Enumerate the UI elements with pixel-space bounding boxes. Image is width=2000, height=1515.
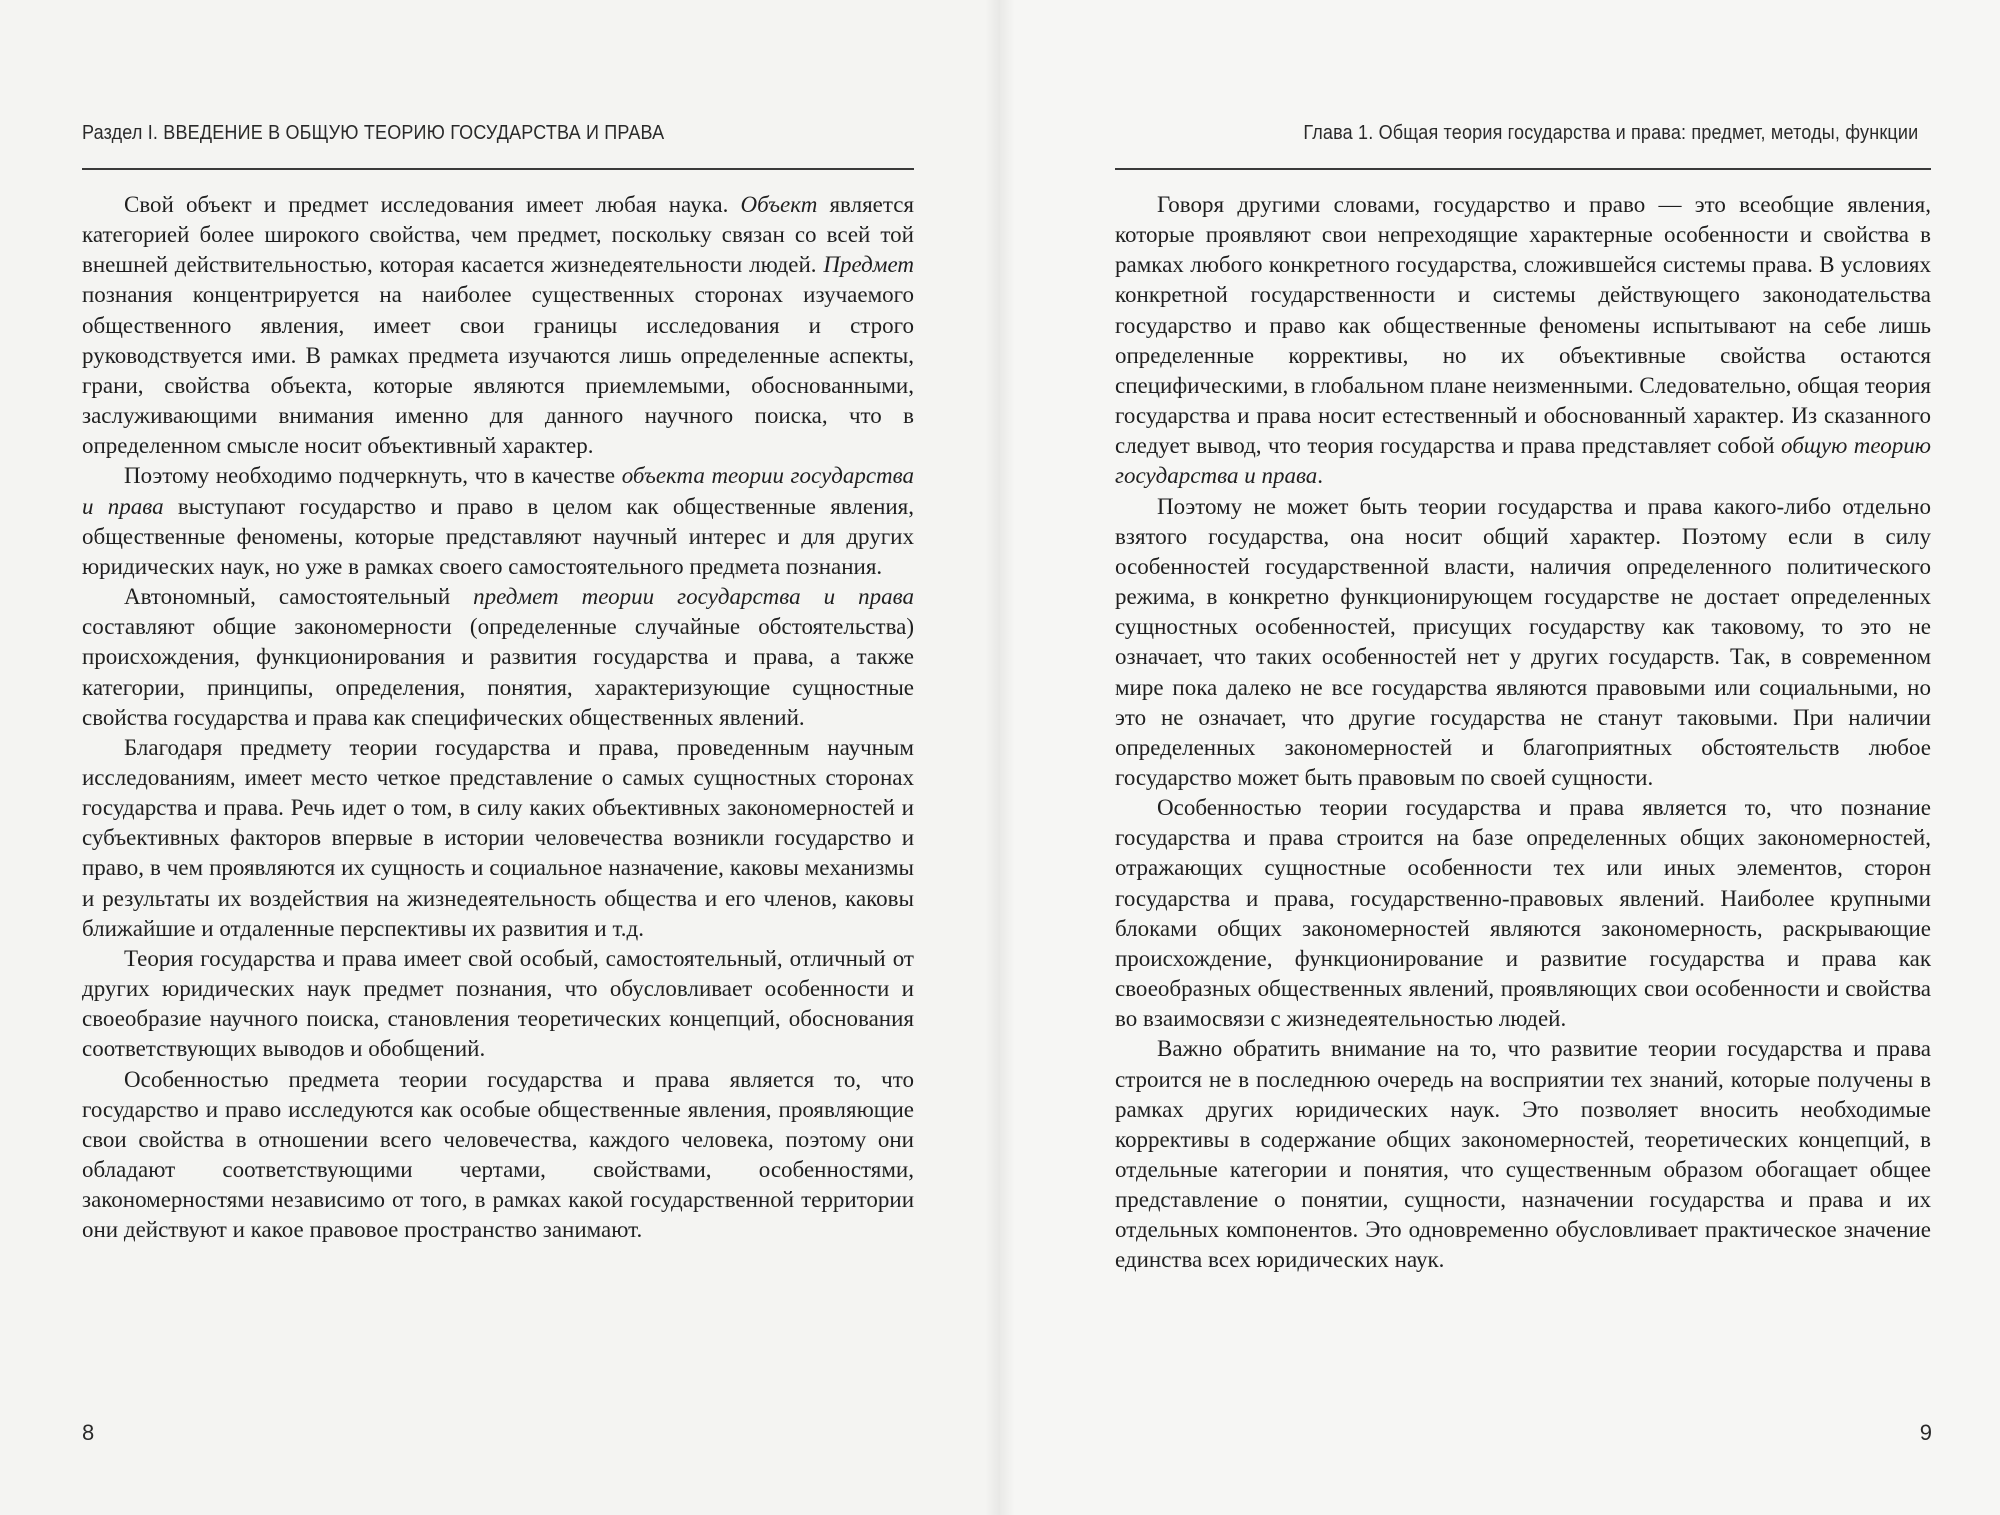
paragraph: [82, 1065, 914, 1246]
paragraph: [82, 190, 914, 461]
paragraph: [1115, 190, 1931, 492]
emphasized-term: Объект: [740, 192, 818, 217]
text-run: Особенностью предмета теории государства и права является то, что государство и право исследуются как особые общественные явления, проявляющие свои свойства в отношении всего человечества, каждого человека, поэтому они обладают соответствующими чертами, свойствами, особенностями, закономерностями независимо от того, в рамках какой государственной территории они действуют и какое правовое пространство занимают.: [82, 1066, 914, 1243]
paragraph: [1115, 793, 1931, 1034]
header-rule-right: [1115, 168, 1931, 170]
header-rule-left: [82, 168, 914, 170]
paragraph: [1115, 492, 1931, 794]
emphasized-term: Предмет: [823, 252, 914, 278]
text-run: Теория государства и права имеет свой особый, самостоятельный, отличный от других юридических наук предмет познания, что обусловливает особенности и своеобразие научного поиска, становления теоретических концепций, обоснования соответствующих выводов и обобщений.: [82, 945, 914, 1062]
emphasized-term: предмет теории государства и права: [473, 584, 914, 610]
text-run: является категорией более широкого свойства, чем предмет, поскольку связан со всей той внешней действительностью, которая касается жизнедеятельности людей.: [82, 192, 914, 278]
page-number-left: 8: [82, 1420, 95, 1445]
text-run: Благодаря предмету теории государства и права, проведенным научным исследованиям, имеет место четкое представление о самых сущностных сторонах государства и права. Речь идет о том, в силу каких объективных закономерностей и субъективных факторов впервые в истории человечества возникли государство и право, в чем проявляются их сущность и социальное назначение, каковы механизмы и результаты их воздействия на жизнедеятельность общества и его членов, каковы ближайшие и отдаленные перспективы их развития и т.д.: [82, 734, 914, 941]
text-run: Важно обратить внимание на то, что развитие теории государства и права строится не в последнюю очередь на восприятии тех знаний, которые получены в рамках других юридических наук. Это позволяет вносить необходимые коррективы в содержание общих закономерностей, теоретических концепций, в отдельные категории и понятия, что существенным образом обогащает общее представление о понятии, сущности, назначении государства и права и их отдельных компонентов. Это одновременно обусловливает практическое значение единства всех юридических наук.: [1115, 1036, 1931, 1273]
paragraph: [82, 733, 914, 944]
paragraph: [82, 582, 914, 733]
text-run: выступают государство и право в целом как общественные явления, общественные феномены, которые представляют научный интерес и для других юридических наук, но уже в рамках своего самостоятельного предмета познания.: [82, 493, 915, 579]
text-run: Говоря другими словами, государство и право — это всеобщие явления, которые проявляют свои непреходящие характерные особенности и свойства в рамках любого конкретного государства, сложившейся системы права. В условиях конкретной государственности и системы действующего законодательства государство и право как общественные феномены испытывают на себе лишь определенные коррективы, но их объективные свойства остаются специфическими, в глобальном плане неизменными. Следовательно, общая теория государства и права носит естественный и обоснованный характер. Из сказанного следует вывод, что теория государства и права представляет собой: [1115, 192, 1931, 459]
text-run: Поэтому не может быть теории государства и права какого-либо отдельно взятого государства, она носит общий характер. Поэтому если в силу особенностей государственной власти, наличия определенного политического режима, в конкретно функционирующем государстве не достает определенных сущностных особенностей, присущих государству как таковому, то это не означает, что таких особенностей нет у других государств. Так, в современном мире пока далеко не все государства являются правовыми или социальными, но это не означает, что другие государства не станут таковыми. При наличии определенных закономерностей и благоприятных обстоятельств любое государство может быть правовым по своей сущности.: [1115, 493, 1931, 790]
paragraph: [82, 944, 914, 1065]
running-header-left: Раздел I. ВВЕДЕНИЕ В ОБЩУЮ ТЕОРИЮ ГОСУДАРСТВА И ПРАВА: [82, 122, 665, 144]
body-text-right: [1115, 190, 1931, 1276]
text-run: .: [1317, 463, 1324, 489]
text-run: познания концентрируется на наиболее существенных сторонах изучаемого общественного явления, имеет свои границы исследования и строго руководствуется ими. В рамках предмета изучаются лишь определенные аспекты, грани, свойства объекта, которые являются приемлемыми, обоснованными, заслуживающими внимания именно для данного научного поиска, что в определенном смысле носит объективный характер.: [82, 282, 914, 459]
emphasized-term: объекта теории государства и права: [82, 463, 914, 519]
paragraph: [1115, 1034, 1931, 1275]
text-run: Свой объект и предмет исследования имеет любая наука.: [124, 192, 741, 217]
text-run: Автономный, самостоятельный: [124, 584, 474, 610]
right-page: [1000, 0, 2000, 1515]
page-number-right: 9: [1919, 1420, 1932, 1445]
text-run: Поэтому необходимо подчеркнуть, что в качестве: [124, 463, 622, 489]
text-run: составляют общие закономерности (определенные случайные обстоятельства) происхождения, функционирования и развития государства и права, а также категории, принципы, определения, понятия, характеризующие сущностные свойства государства и права как специфических общественных явлений.: [82, 614, 914, 730]
body-text-left: [82, 190, 914, 1245]
book-gutter: [985, 0, 1015, 1515]
running-header-right: Глава 1. Общая теория государства и права: предмет, методы, функции: [1302, 122, 1918, 144]
paragraph: [82, 461, 914, 582]
text-run: Особенностью теории государства и права является то, что познание государства и права строится на базе определенных общих закономерностей, отражающих сущностные особенности тех или иных элементов, сторон государства и права, государственно-правовых явлений. Наиболее крупными блоками общих закономерностей являются закономерность, раскрывающие происхождение, функционирование и развитие государства и права как своеобразных общественных явлений, проявляющих свои особенности и свойства во взаимосвязи с жизнедеятельностью людей.: [1115, 795, 1931, 1032]
emphasized-term: общую теорию государства и права: [1115, 433, 1931, 489]
